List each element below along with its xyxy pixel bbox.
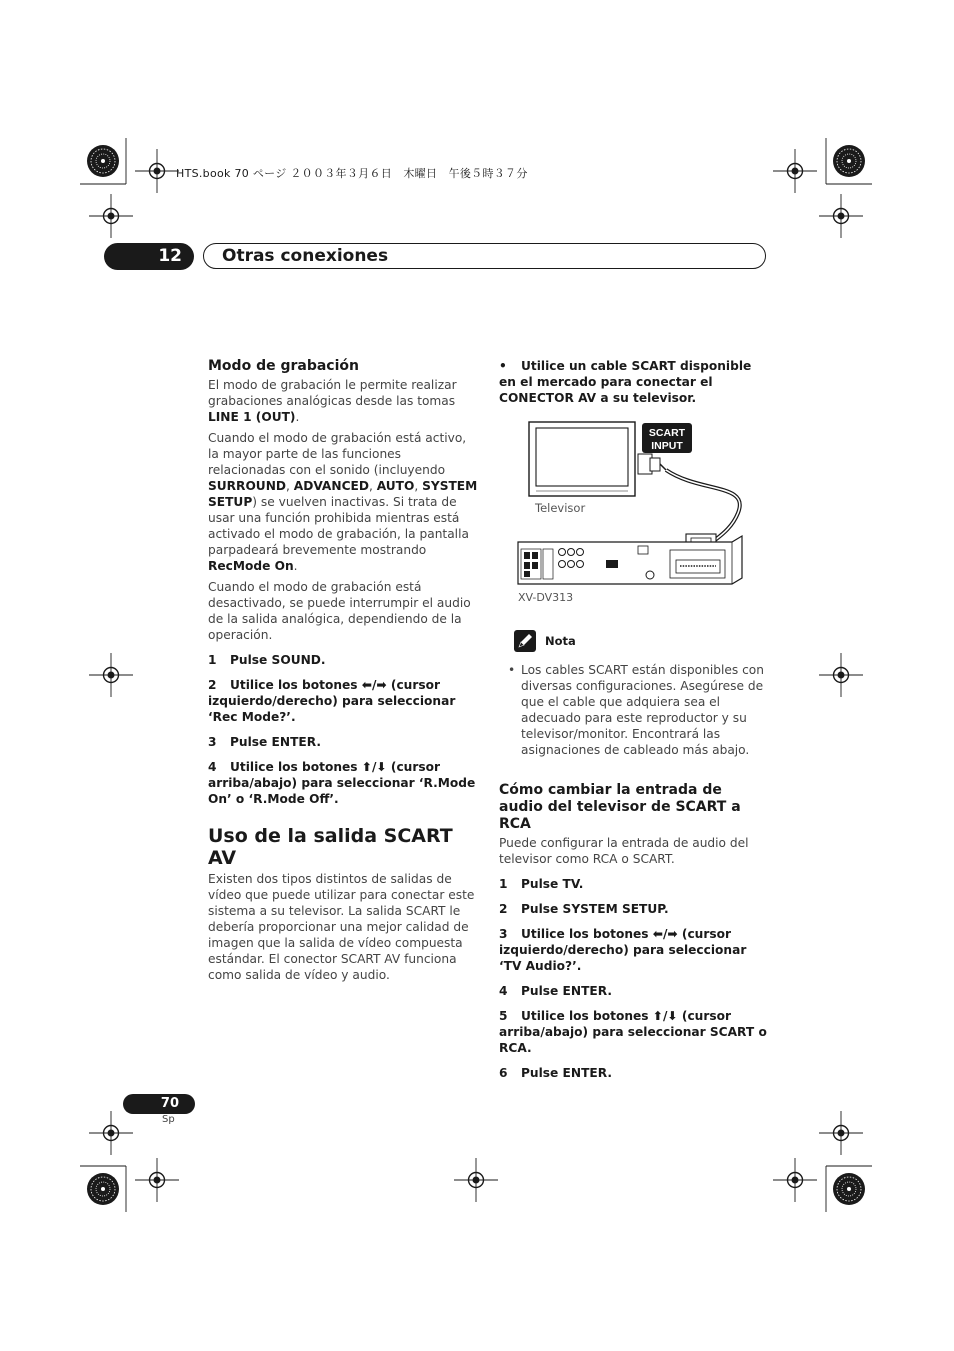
left-step-3: 3 Pulse ENTER. xyxy=(208,735,321,749)
left-column xyxy=(208,358,480,988)
right-step-3: 3 Utilice los botones ⬅/➡ (cursor izquierdo/derecho) para seleccionar ‘TV Audio?’. xyxy=(499,927,747,973)
page-number-badge: 70 xyxy=(123,1094,195,1114)
recording-mode-paragraph-2: Cuando el modo de grabación está activo, la mayor parte de las funciones relacionadas con el sonido (incluyendo SURROUND, ADVANCED, AUTO, SYSTEM SETUP) se vuelven inactivas. Si trata de usar una función prohibida mientras está activado el modo de grabación, la pantalla parpadeará brevemente mostrando RecMode On. xyxy=(208,431,478,573)
recording-mode-paragraph-3: Cuando el modo de grabación está desactivado, se puede interrumpir el audio de la salida analógica, dependiendo de la operación. xyxy=(208,580,471,642)
right-column xyxy=(499,358,769,415)
tv-audio-heading: Cómo cambiar la entrada de audio del televisor de SCART a RCA xyxy=(499,782,741,832)
right-step-4: 4 Pulse ENTER. xyxy=(499,984,612,998)
right-step-5: 5 Utilice los botones ⬆/⬇ (cursor arriba/abajo) para seleccionar SCART o RCA. xyxy=(499,1009,767,1055)
right-step-6: 6 Pulse ENTER. xyxy=(499,1066,612,1080)
scart-input-label-line2: INPUT xyxy=(651,440,683,452)
print-header: HTS.book 70 ページ ２００３年３月６日 木曜日 午後５時３７分 xyxy=(176,167,528,180)
scart-output-paragraph: Existen dos tipos distintos de salidas de vídeo que puede utilizar para conectar este sistema a su televisor. La salida SCART le debería proporcionar una mejor calidad de imagen que la salida de vídeo compuesta estándar. El conector SCART AV funciona como salida de vídeo y audio. xyxy=(208,872,475,982)
left-step-4: 4 Utilice los botones ⬆/⬇ (cursor arriba/abajo) para seleccionar ‘R.Mode On’ o ‘R.Mode Off’. xyxy=(208,760,476,806)
tv-audio-paragraph: Puede configurar la entrada de audio del televisor como RCA o SCART. xyxy=(499,836,749,866)
tv-label: Televisor xyxy=(535,501,586,515)
note-section xyxy=(499,662,769,758)
page-language-code: Sp xyxy=(162,1114,175,1125)
note-icon xyxy=(514,630,536,652)
left-step-2: 2 Utilice los botones ⬅/➡ (cursor izquierdo/derecho) para seleccionar ‘Rec Mode?’. xyxy=(208,678,456,724)
recording-mode-heading: Modo de grabación xyxy=(208,358,359,374)
chapter-title: Otras conexiones xyxy=(222,246,389,266)
tv-audio-section xyxy=(499,782,769,1090)
left-step-1: 1 Pulse SOUND. xyxy=(208,653,326,667)
device-label: XV-DV313 xyxy=(518,591,574,604)
chapter-number-badge: 12 xyxy=(104,243,194,270)
recording-mode-paragraph-1: El modo de grabación le permite realizar grabaciones analógicas desde las tomas LINE 1 (OUT). xyxy=(208,378,457,424)
note-item: • Los cables SCART están disponibles con diversas configuraciones. Asegúrese de que el cable que adquiera sea el adecuado para este reproductor y su televisor/monitor. Encontrará las asignaciones de cableado más abajo. xyxy=(521,662,769,758)
scart-cable xyxy=(666,470,740,540)
scart-output-heading: Uso de la salida SCART AV xyxy=(208,825,453,869)
note-title: Nota xyxy=(545,634,576,648)
note-list xyxy=(499,662,769,758)
scart-connection-diagram xyxy=(510,418,750,608)
right-step-2: 2 Pulse SYSTEM SETUP. xyxy=(499,902,669,916)
scart-input-label-line1: SCART xyxy=(648,427,686,439)
scart-bullet-instruction: • Utilice un cable SCART disponible en el mercado para conectar el CONECTOR AV a su televisor. xyxy=(499,359,752,405)
right-step-1: 1 Pulse TV. xyxy=(499,877,584,891)
